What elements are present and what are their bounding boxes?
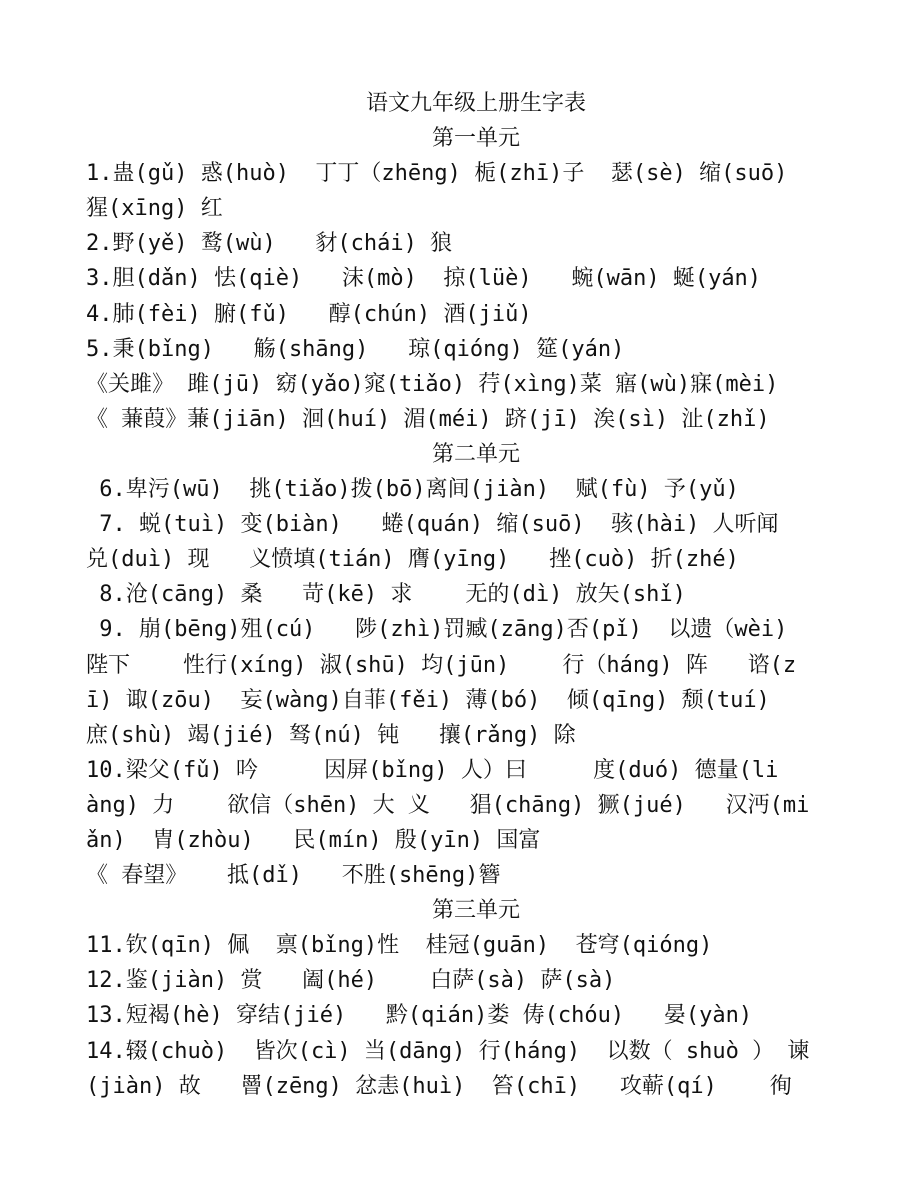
text-line: 9. 崩(bēng)殂(cú) 陟(zhì)罚臧(zāng)否(pǐ) 以遗（wèi) <box>86 617 788 643</box>
text-line: 4.肺(fèi) 腑(fǔ) 醇(chún) 酒(jiǔ) <box>86 301 532 327</box>
text-line: 6.卑污(wū) 挑(tiǎo)拨(bō)离间(jiàn) 赋(fù) 予(yǔ) <box>86 477 739 503</box>
text-line: 庶(shù) 竭(jié) 驽(nú) 钝 攘(rǎng) 除 <box>86 722 576 748</box>
text-line: 3.胆(dǎn) 怯(qiè) 沫(mò) 掠(lüè) 蜿(wān) 蜒(yán) <box>86 266 762 292</box>
text-line: ǎn) 胄(zhòu) 民(mín) 殷(yīn) 国富 <box>86 827 541 853</box>
text-line: 11.钦(qīn) 佩 禀(bǐng)性 桂冠(guān) 苍穹(qióng) <box>86 933 713 959</box>
text-line: 陛下 性行(xíng) 淑(shū) 均(jūn) 行（háng) 阵 谘(z <box>86 652 797 678</box>
text-line: 12.鉴(jiàn) 赏 阖(hé) 白萨(sà) 萨(sà) <box>86 968 616 994</box>
text-line: 《关雎》 雎(jū) 窈(yǎo)窕(tiǎo) 荇(xìng)菜 寤(wù)寐(mèi) <box>86 371 779 397</box>
text-line: 兑(duì) 现 义愤填(tián) 膺(yīng) 挫(cuò) 折(zhé) <box>86 547 739 573</box>
text-line: 8.沧(cāng) 桑 苛(kē) 求 无的(dì) 放矢(shǐ) <box>86 582 686 608</box>
text-line: 5.秉(bǐng) 觞(shāng) 琼(qióng) 筵(yán) <box>86 336 625 362</box>
text-line: 7. 蜕(tuì) 变(biàn) 蜷(quán) 缩(suō) 骇(hài) 人听闻 <box>86 512 779 538</box>
text-line: àng) 力 欲信（shēn) 大 义 猖(chāng) 獗(jué) 汉沔(mi <box>86 792 810 818</box>
text-line: 1.蛊(gǔ) 惑(huò) 丁丁（zhēng) 栀(zhī)子 瑟(sè) 缩(suō) <box>86 161 788 187</box>
page-content <box>86 86 866 1104</box>
text-line: ī) 诹(zōu) 妄(wàng)自菲(fěi) 薄(bó) 倾(qīng) 颓(tuí) <box>86 687 770 713</box>
unit-heading-2: 第二单元 <box>431 441 520 467</box>
text-line: 10.梁父(fǔ) 吟 因屏(bǐng) 人）曰 度(duó) 德量(li <box>86 757 779 783</box>
text-line: 《 春望》 抵(dǐ) 不胜(shēng)簪 <box>86 863 501 889</box>
text-line: 2.野(yě) 鹜(wù) 豺(chái) 狼 <box>86 231 453 257</box>
unit-heading-1: 第一单元 <box>431 126 520 152</box>
text-line: 《 蒹葭》蒹(jiān) 洄(huí) 湄(méi) 跻(jī) 涘(sì) 沚(zhǐ) <box>86 406 770 432</box>
text-line: 14.辍(chuò) 皆次(cì) 当(dāng) 行(háng) 以数（ shuò ） 谏 <box>86 1038 810 1064</box>
text-line: 猩(xīng) 红 <box>86 196 223 222</box>
unit-heading-3: 第三单元 <box>431 898 520 924</box>
text-line: 13.短褐(hè) 穿结(jié) 黔(qián)娄 俦(chóu) 晏(yàn) <box>86 1003 753 1029</box>
text-line: (jiàn) 故 罾(zēng) 忿恚(huì) 笞(chī) 攻蕲(qí) 徇 <box>86 1073 792 1099</box>
page-title: 语文九年级上册生字表 <box>365 91 586 116</box>
